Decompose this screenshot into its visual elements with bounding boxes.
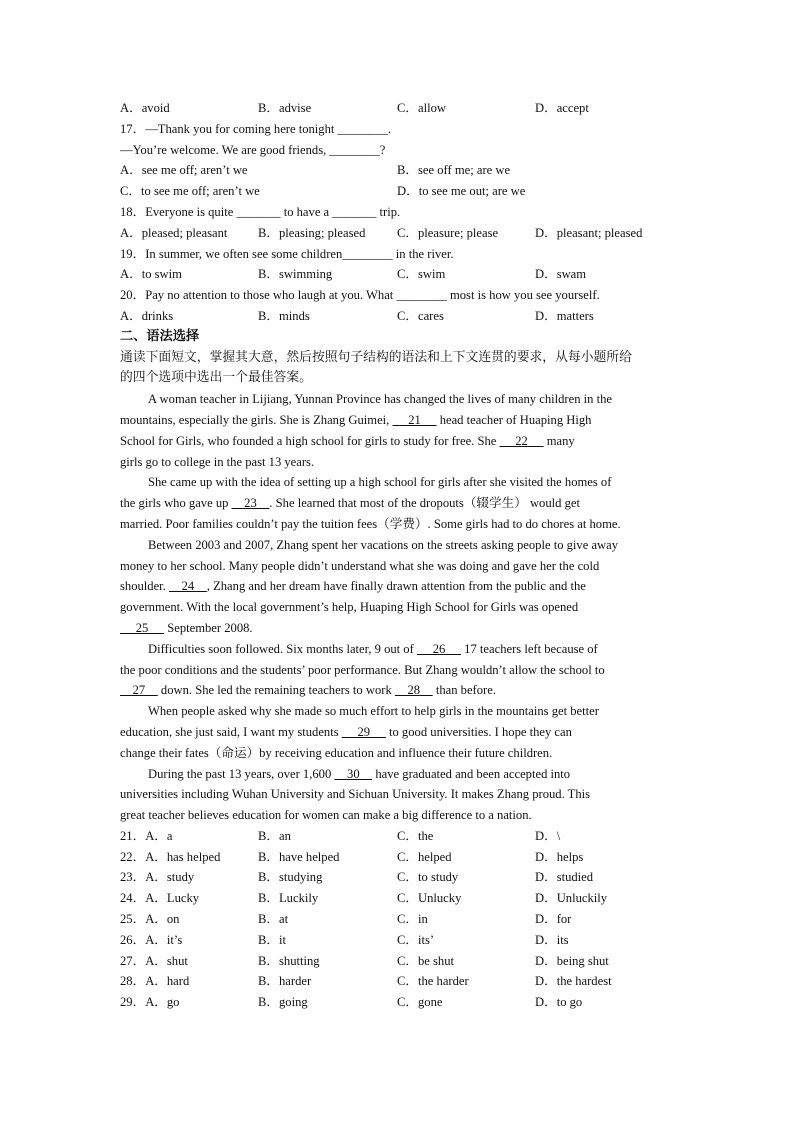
option-text: D．the hardest [535, 974, 612, 989]
option-text: A．hard [145, 974, 190, 989]
option-text: A．shut [145, 953, 188, 968]
passage-text: government. With the local government’s help, Huaping High School for Girls was opened [120, 600, 579, 615]
q19-stem: 19．In summer, we often see some children________ in the river. [120, 246, 454, 261]
option-d: D．matters [535, 308, 594, 323]
option-a[interactable] [120, 930, 182, 951]
option-text: C．the harder [397, 974, 469, 989]
option-b[interactable] [258, 971, 311, 992]
blank-21[interactable]: 21 [392, 412, 437, 427]
option-c[interactable] [397, 951, 454, 972]
option-text: C．be shut [397, 953, 455, 968]
option-text: B．an [258, 828, 291, 843]
passage-text: down. She led the remaining teachers to work [157, 683, 395, 698]
passage-line [120, 431, 680, 452]
option-d[interactable] [535, 971, 612, 992]
option-text: A．it’s [145, 932, 183, 947]
option-d[interactable] [535, 951, 609, 972]
option-b[interactable] [258, 909, 288, 930]
q16-options [120, 98, 680, 119]
option-b: B．pleasing; pleased [258, 225, 366, 240]
passage-text: money to her school. Many people didn’t understand what she was doing and gave her the cold [120, 558, 600, 573]
question-number: 28． [120, 974, 146, 989]
exam-page [120, 98, 680, 1013]
option-d[interactable] [535, 826, 560, 847]
blank-24[interactable]: 24 [168, 579, 207, 594]
passage-text: head teacher of Huaping High [436, 412, 592, 427]
option-text: C．to study [397, 870, 459, 885]
passage-line [120, 410, 680, 431]
option-b[interactable] [258, 930, 286, 951]
blank-27[interactable]: 27 [120, 683, 158, 698]
passage-text: than before. [432, 683, 496, 698]
q18-stem: 18．Everyone is quite _______ to have a _______ trip. [120, 204, 401, 219]
q17-line1: 17．—Thank you for coming here tonight ________. [120, 121, 392, 136]
passage-line [120, 535, 680, 556]
option-text: B．harder [258, 974, 312, 989]
option-b[interactable] [258, 826, 291, 847]
answer-row [120, 888, 680, 909]
answer-row [120, 992, 680, 1013]
passage-text: A woman teacher in Lijiang, Yunnan Province has changed the lives of many children in the [148, 392, 612, 407]
option-c[interactable] [397, 847, 452, 868]
option-text: C．gone [397, 995, 443, 1010]
option-d[interactable] [535, 930, 569, 951]
option-a[interactable] [120, 909, 179, 930]
option-text: A．has helped [145, 849, 221, 864]
option-text: B．it [258, 932, 286, 947]
option-text: B．studying [258, 870, 323, 885]
passage-text: School for Girls, who founded a high school for girls to study for free. She [120, 433, 500, 448]
option-text: A．go [145, 995, 180, 1010]
passage-text: girls go to college in the past 13 years. [120, 454, 315, 469]
passage-line [120, 556, 680, 577]
q17-options-row1 [120, 160, 680, 181]
blank-30[interactable]: 30 [334, 766, 373, 781]
blank-22[interactable]: 22 [499, 433, 544, 448]
passage-line [120, 597, 680, 618]
option-b[interactable] [258, 992, 308, 1013]
option-d[interactable] [535, 867, 593, 888]
answer-options [120, 826, 680, 1013]
option-a[interactable] [120, 888, 199, 909]
option-b[interactable] [258, 888, 318, 909]
option-a[interactable] [120, 847, 220, 868]
blank-29[interactable]: 29 [341, 724, 386, 739]
question-number: 27． [120, 953, 146, 968]
passage-line [120, 743, 680, 764]
passage-line [120, 576, 680, 597]
question-number: 29． [120, 995, 146, 1010]
q20-options [120, 306, 680, 327]
passage-text: 17 teachers left because of [461, 641, 598, 656]
section-title: 二、语法选择 [120, 328, 200, 344]
answer-row [120, 909, 680, 930]
option-d: D．pleasant; pleased [535, 225, 643, 240]
passage-text: Difficulties soon followed. Six months later, 9 out of [148, 641, 417, 656]
option-text: B．at [258, 912, 289, 927]
option-a: A．pleased; pleasant [120, 225, 228, 240]
option-a[interactable] [120, 951, 188, 972]
option-d: D．accept [535, 101, 589, 115]
passage-line [120, 514, 680, 535]
answer-row [120, 971, 680, 992]
option-c: C．pleasure; please [397, 225, 499, 240]
option-a: A．drinks [120, 308, 174, 323]
passage-text: to good universities. I hope they can [385, 724, 572, 739]
option-c: C．cares [397, 308, 444, 323]
passage-line [120, 639, 680, 660]
passage-text: shoulder. [120, 579, 169, 594]
question-number: 24． [120, 891, 146, 906]
passage-line [120, 805, 680, 826]
blank-28[interactable]: 28 [394, 683, 433, 698]
q18-options [120, 223, 680, 244]
option-text: D．for [535, 912, 572, 927]
section-instruction-line2: 的四个选项中选出一个最佳答案。 [120, 370, 312, 386]
option-b: B．minds [258, 308, 310, 323]
option-a[interactable] [120, 826, 172, 847]
option-d: D．swam [535, 267, 587, 282]
option-text: D．to go [535, 995, 583, 1010]
option-text: C．in [397, 912, 428, 927]
passage-text: many [543, 433, 575, 448]
section-instruction-line1: 通读下面短文，掌握其大意，然后按照句子结构的语法和上下文连贯的要求，从每小题所给 [120, 349, 632, 365]
passage-text: universities including Wuhan University and Sichuan University. It makes Zhang proud. This [120, 787, 591, 802]
passage-text: change their fates（命运）by receiving education and influence their future children. [120, 745, 553, 760]
q17-line2: —You’re welcome. We are good friends, ________? [120, 142, 386, 157]
option-b: B．see off me; are we [397, 163, 511, 178]
passage-text: She came up with the idea of setting up a high school for girls after she visited the homes of [148, 475, 612, 490]
option-text: B．have helped [258, 849, 340, 864]
option-text: A．Lucky [145, 891, 200, 906]
passage-line [120, 764, 680, 785]
passage-text: When people asked why she made so much effort to help girls in the mountains get better [148, 704, 599, 719]
passage-text: September 2008. [164, 620, 253, 635]
question-number: 21． [120, 828, 146, 843]
option-text: D．its [535, 932, 569, 947]
option-text: A．a [145, 828, 173, 843]
option-d[interactable] [535, 888, 607, 909]
option-c: C．allow [397, 101, 446, 115]
option-text: D．being shut [535, 953, 609, 968]
option-c[interactable] [397, 992, 442, 1013]
passage-text: the poor conditions and the students’ poor performance. But Zhang wouldn’t allow the school to [120, 662, 605, 677]
passage-text: education, she just said, I want my students [120, 724, 342, 739]
blank-25[interactable]: 25 [120, 620, 165, 635]
question-number: 26． [120, 932, 146, 947]
passage-text: have graduated and been accepted into [372, 766, 571, 781]
passage-text: mountains, especially the girls. She is Zhang Guimei, [120, 412, 393, 427]
passage-line [120, 618, 680, 639]
passage-text: . She learned that most of the dropouts（辍学生） would get [269, 496, 580, 511]
blank-23[interactable]: 23 [231, 496, 270, 511]
passage [120, 389, 680, 826]
option-text: C．helped [397, 849, 452, 864]
option-d[interactable] [535, 992, 582, 1013]
answer-row [120, 847, 680, 868]
option-c[interactable] [397, 888, 461, 909]
option-d: D．to see me out; are we [397, 184, 526, 199]
option-text: D．\ [535, 828, 561, 843]
q20-stem: 20．Pay no attention to those who laugh at you. What ________ most is how you see yourself. [120, 288, 600, 303]
option-text: B．Luckily [258, 891, 319, 906]
option-b: B．advise [258, 101, 312, 115]
option-text: C．its’ [397, 932, 435, 947]
option-b[interactable] [258, 867, 322, 888]
option-d[interactable] [535, 847, 583, 868]
passage-line [120, 660, 680, 681]
answer-row [120, 826, 680, 847]
answer-row [120, 867, 680, 888]
option-b[interactable] [258, 951, 320, 972]
blank-26[interactable]: 26 [416, 641, 462, 656]
option-a[interactable] [120, 867, 194, 888]
option-text: B．shutting [258, 953, 320, 968]
answer-row [120, 930, 680, 951]
passage-line [120, 452, 680, 473]
option-text: C．Unlucky [397, 891, 462, 906]
option-b: B．swimming [258, 267, 333, 282]
option-text: D．studied [535, 870, 594, 885]
option-c[interactable] [397, 930, 434, 951]
option-text: A．study [145, 870, 195, 885]
answer-row [120, 951, 680, 972]
option-text: C．the [397, 828, 434, 843]
option-text: D．Unluckily [535, 891, 608, 906]
question-number: 23． [120, 870, 146, 885]
passage-line [120, 680, 680, 701]
option-a: A．to swim [120, 267, 182, 282]
option-text: B．going [258, 995, 308, 1010]
option-c[interactable] [397, 826, 433, 847]
passage-line [120, 784, 680, 805]
option-a: A．avoid [120, 101, 170, 115]
passage-text: married. Poor families couldn’t pay the tuition fees（学费）. Some girls had to do chores at home. [120, 516, 621, 531]
passage-text: Between 2003 and 2007, Zhang spent her vacations on the streets asking people to give away [148, 537, 619, 552]
option-c: C．to see me off; aren’t we [120, 184, 260, 199]
option-b[interactable] [258, 847, 339, 868]
passage-text: During the past 13 years, over 1,600 [148, 766, 335, 781]
passage-line [120, 389, 680, 410]
passage-line [120, 701, 680, 722]
option-a: A．see me off; aren’t we [120, 163, 248, 178]
option-text: A．on [145, 912, 180, 927]
option-a[interactable] [120, 971, 189, 992]
question-number: 22． [120, 849, 146, 864]
question-number: 25． [120, 912, 146, 927]
passage-text: great teacher believes education for women can make a big difference to a nation. [120, 808, 532, 823]
passage-text: the girls who gave up [120, 496, 232, 511]
passage-line [120, 472, 680, 493]
option-c[interactable] [397, 971, 469, 992]
option-c: C．swim [397, 267, 446, 282]
q17-options-row2 [120, 181, 680, 202]
option-c[interactable] [397, 867, 458, 888]
option-text: D．helps [535, 849, 584, 864]
q19-options [120, 264, 680, 285]
option-c[interactable] [397, 909, 428, 930]
passage-line [120, 493, 680, 514]
option-d[interactable] [535, 909, 571, 930]
passage-text: , Zhang and her dream have finally drawn attention from the public and the [206, 579, 586, 594]
passage-line [120, 722, 680, 743]
option-a[interactable] [120, 992, 179, 1013]
